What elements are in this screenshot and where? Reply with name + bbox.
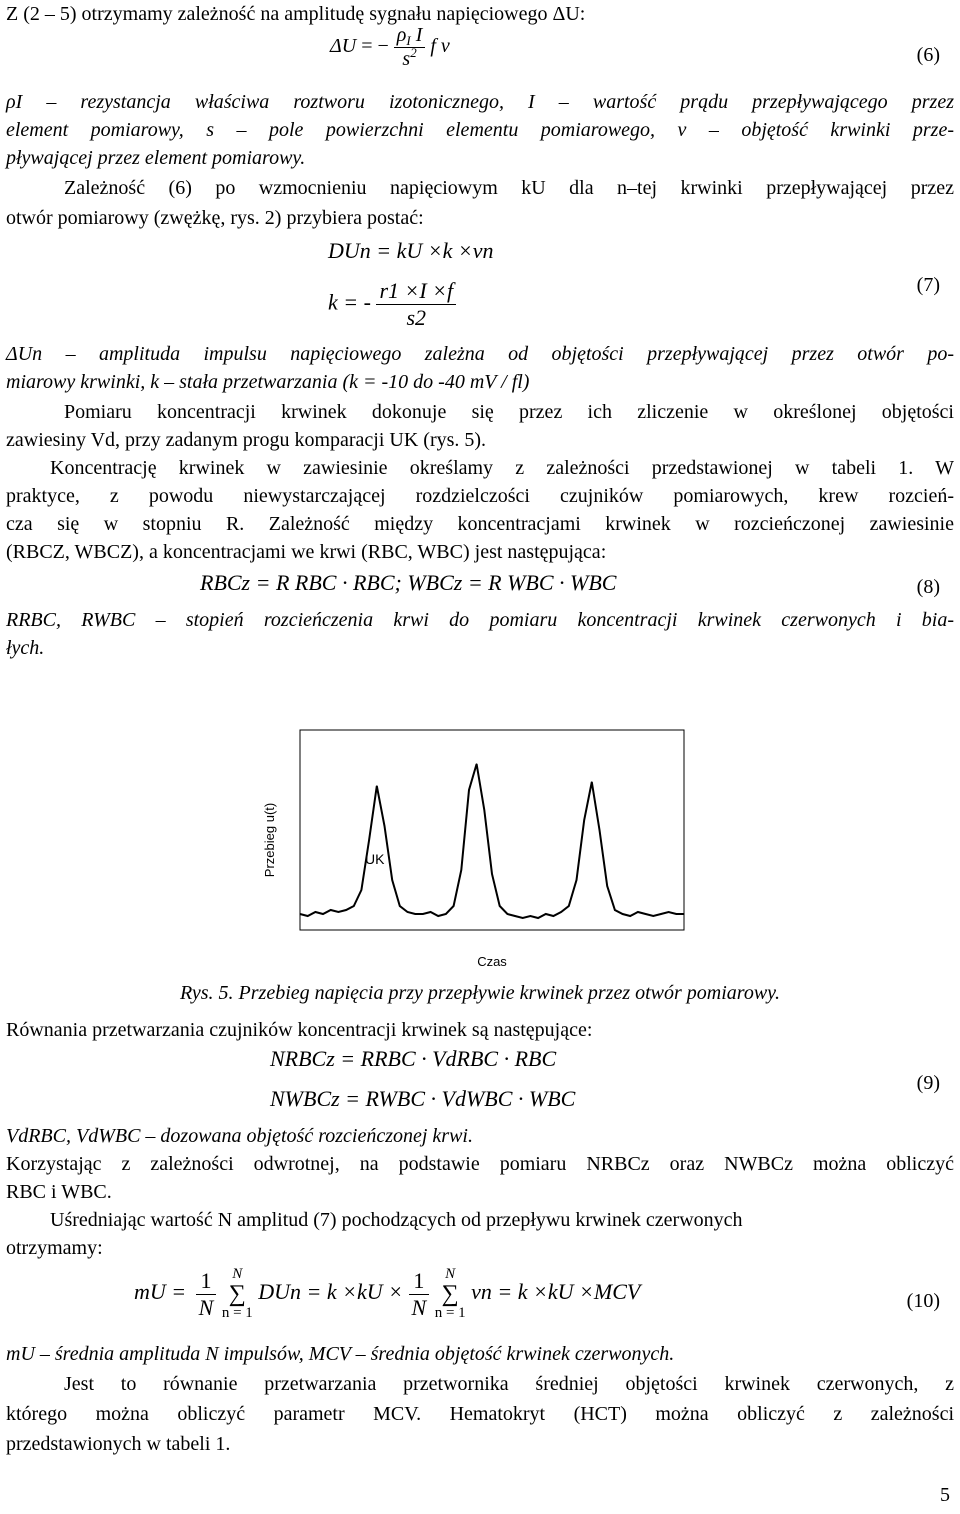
series-point bbox=[392, 879, 393, 880]
eq6-rho-sub: I bbox=[406, 33, 411, 48]
series-point bbox=[461, 869, 462, 870]
eq10-sum2-sym: ∑ bbox=[441, 1281, 459, 1307]
para7-line1: Jest to równanie przetwarzania przetwornika średniej objętości krwinek czerwonych, z bbox=[64, 1373, 954, 1395]
x-axis-label: Czas bbox=[477, 954, 507, 969]
figure-caption: Rys. 5. Przebieg napięcia przy przepływie krwinek przez otwór pomiarowy. bbox=[180, 982, 780, 1004]
eq10-sum1-bot: n = 1 bbox=[221, 1305, 253, 1321]
eq6-exp: 2 bbox=[410, 45, 417, 60]
def10-text: mU – średnia amplituda N impulsów, MCV – średnia objętość krwinek czerwonych. bbox=[6, 1343, 675, 1365]
series-point bbox=[499, 905, 500, 906]
threshold-label: UK bbox=[365, 851, 385, 867]
series-point bbox=[584, 819, 585, 820]
equation-7 bbox=[328, 278, 456, 331]
para1-line1: Zależność (6) po wzmocnieniu napięciowym kU dla n–tej krwinki przepływającej przez bbox=[64, 177, 954, 199]
chart-background bbox=[300, 730, 684, 974]
para3-line1: Koncentrację krwinek w zawiesinie określamy z zależności przedstawionej w tabeli 1. W bbox=[50, 457, 954, 479]
series-point bbox=[338, 911, 339, 912]
para4-text: Równania przetwarzania czujników koncentracji krwinek są następujące: bbox=[6, 1019, 593, 1041]
series-point bbox=[445, 913, 446, 914]
def8-line2: łych. bbox=[6, 637, 45, 659]
eq6-minus: − bbox=[377, 35, 389, 58]
series-point bbox=[376, 785, 377, 786]
eq10-sum1-sym: ∑ bbox=[228, 1281, 246, 1307]
series-point bbox=[353, 905, 354, 906]
series-point bbox=[599, 829, 600, 830]
series-point bbox=[653, 915, 654, 916]
para2-line1: Pomiaru koncentracji krwinek dokonuje się przez ich zliczenie w określonej objętości bbox=[64, 401, 954, 423]
series-point bbox=[384, 825, 385, 826]
series-point bbox=[576, 879, 577, 880]
para7-line2: którego można obliczyć parametr MCV. Hematokryt (HCT) można obliczyć z zależności bbox=[6, 1403, 954, 1425]
def7-line2: miarowy krwinki, k – stała przetwarzania (k = -10 do -40 mV / fl) bbox=[6, 371, 530, 393]
para1-line2: otwór pomiarowy (zwężkę, rys. 2) przybiera postać: bbox=[6, 207, 424, 229]
series-point bbox=[507, 913, 508, 914]
series-point bbox=[399, 905, 400, 906]
series-point bbox=[553, 915, 554, 916]
eq7-k-lhs: k = - bbox=[328, 289, 371, 315]
eq10-sum2-top: N bbox=[445, 1266, 456, 1282]
series-point bbox=[645, 913, 646, 914]
eq6-equals: = bbox=[361, 35, 373, 58]
series-point bbox=[683, 913, 684, 914]
series-point bbox=[637, 911, 638, 912]
series-point bbox=[369, 839, 370, 840]
eq10-label: (10) bbox=[906, 1290, 940, 1312]
def8-line1: RRBC, RWBC – stopień rozcieńczenia krwi do pomiaru koncentracji krwinek czerwonych i bia- bbox=[6, 609, 954, 631]
series-point bbox=[491, 873, 492, 874]
intro-text: Z (2 – 5) otrzymamy zależność na amplitudę sygnału napięciowego ΔU: bbox=[6, 3, 586, 25]
eq7-line1: DUn = kU ×k ×vn bbox=[328, 238, 494, 263]
voltage-waveform-chart bbox=[262, 730, 684, 974]
eq7-label: (7) bbox=[916, 274, 940, 296]
eq10-frac1-num: 1 bbox=[196, 1268, 217, 1295]
series-point bbox=[361, 889, 362, 890]
eq10-frac1-den: N bbox=[198, 1294, 214, 1320]
eq10-frac1 bbox=[196, 1268, 217, 1321]
series-point bbox=[476, 763, 477, 764]
eq10-sum1 bbox=[222, 1266, 253, 1322]
series-point bbox=[538, 917, 539, 918]
series-point bbox=[676, 913, 677, 914]
series-point bbox=[468, 789, 469, 790]
eq6-fraction bbox=[394, 24, 426, 71]
eq10-sum2 bbox=[435, 1266, 466, 1322]
eq6-label: (6) bbox=[916, 44, 940, 66]
eq7-num: r1 ×I ×f bbox=[376, 278, 456, 305]
series-point bbox=[415, 913, 416, 914]
eq10-sum2-bot: n = 1 bbox=[434, 1305, 466, 1321]
eq6-tail: f v bbox=[430, 35, 450, 58]
eq6-i: I bbox=[415, 24, 423, 46]
series-point bbox=[346, 909, 347, 910]
eq9-line1: NRBCz = RRBC · VdRBC · RBC bbox=[270, 1046, 557, 1071]
y-axis-label: Przebieg u(t) bbox=[262, 802, 277, 878]
series-point bbox=[307, 915, 308, 916]
eq6-rho: ρ bbox=[396, 24, 407, 46]
eq10-sum1-top: N bbox=[232, 1266, 243, 1282]
def7-line1: ΔUn – amplituda impulsu napięciowego zależna od objętości przepływającej przez otwór po- bbox=[6, 343, 954, 365]
series-point bbox=[514, 915, 515, 916]
series-point bbox=[630, 915, 631, 916]
series-point bbox=[438, 915, 439, 916]
series-point bbox=[668, 911, 669, 912]
page-number: 5 bbox=[940, 1484, 950, 1506]
eq7-den: s2 bbox=[406, 305, 427, 330]
eq10-m: mU = bbox=[134, 1279, 187, 1305]
para2-line2: zawiesiny Vd, przy zadanym progu komparacji UK (rys. 5). bbox=[6, 429, 487, 451]
series-point bbox=[545, 913, 546, 914]
eq6-s: s bbox=[402, 48, 411, 70]
series-point bbox=[568, 905, 569, 906]
series-point bbox=[453, 905, 454, 906]
series-point bbox=[660, 913, 661, 914]
series-point bbox=[614, 909, 615, 910]
series-point bbox=[530, 915, 531, 916]
series-point bbox=[430, 911, 431, 912]
para3-line2: praktyce, z powodu niewystarczającej rozdzielczości czujników pomiarowych, krew rozcień- bbox=[6, 485, 954, 507]
eq7-fraction bbox=[376, 278, 456, 331]
series-point bbox=[407, 911, 408, 912]
eq10-frac2-den: N bbox=[411, 1294, 427, 1320]
def9-text: VdRBC, VdWBC – dozowana objętość rozcieńczonej krwi. bbox=[6, 1125, 473, 1147]
eq8-body: RBCz = R RBC · RBC; WBCz = R WBC · WBC bbox=[200, 570, 617, 595]
series-point bbox=[622, 913, 623, 914]
series-point bbox=[561, 911, 562, 912]
eq10-frac2-num: 1 bbox=[409, 1268, 430, 1295]
series-point bbox=[422, 913, 423, 914]
eq9-line2: NWBCz = RWBC · VdWBC · WBC bbox=[270, 1086, 576, 1111]
series-point bbox=[315, 911, 316, 912]
eq8-label: (8) bbox=[916, 576, 940, 598]
eq10-mid: DUn = k ×kU × bbox=[258, 1279, 404, 1305]
def6-line2: element pomiarowy, s – pole powierzchni elementu pomiarowego, v – objętość krwinki prze- bbox=[6, 119, 954, 141]
def6-line3: pływającej przez element pomiarowy. bbox=[6, 147, 306, 169]
series-point bbox=[607, 885, 608, 886]
equation-6 bbox=[330, 24, 450, 71]
eq6-lhs: ΔU bbox=[330, 35, 357, 58]
para3-line4: (RBCZ, WBCZ), a koncentracjami we krwi (RBC, WBC) jest następująca: bbox=[6, 541, 607, 563]
para5-line2: RBC i WBC. bbox=[6, 1181, 112, 1203]
series-point bbox=[322, 913, 323, 914]
eq10-frac2 bbox=[409, 1268, 430, 1321]
para7-line3: przedstawionych w tabeli 1. bbox=[6, 1433, 231, 1455]
para5-line1: Korzystając z zależności odwrotnej, na podstawie pomiaru NRBCz oraz NWBCz można obliczyć bbox=[6, 1153, 954, 1175]
equation-10 bbox=[134, 1266, 640, 1322]
eq10-tail: vn = k ×kU ×MCV bbox=[471, 1279, 641, 1305]
series-point bbox=[522, 917, 523, 918]
para6-line1: Uśredniając wartość N amplitud (7) pochodzących od przepływu krwinek czerwonych bbox=[50, 1209, 743, 1231]
eq9-label: (9) bbox=[916, 1072, 940, 1094]
para3-line3: cza się w stopniu R. Zależność między koncentracjami krwinek w rozcieńczonej zawiesinie bbox=[6, 513, 954, 535]
series-point bbox=[591, 781, 592, 782]
series-point bbox=[484, 809, 485, 810]
def6-line1: ρI – rezystancja właściwa roztworu izotonicznego, I – wartość prądu przepływającego przez bbox=[6, 91, 954, 113]
series-point bbox=[330, 909, 331, 910]
series-point bbox=[299, 913, 300, 914]
para6-line2: otrzymamy: bbox=[6, 1237, 103, 1259]
